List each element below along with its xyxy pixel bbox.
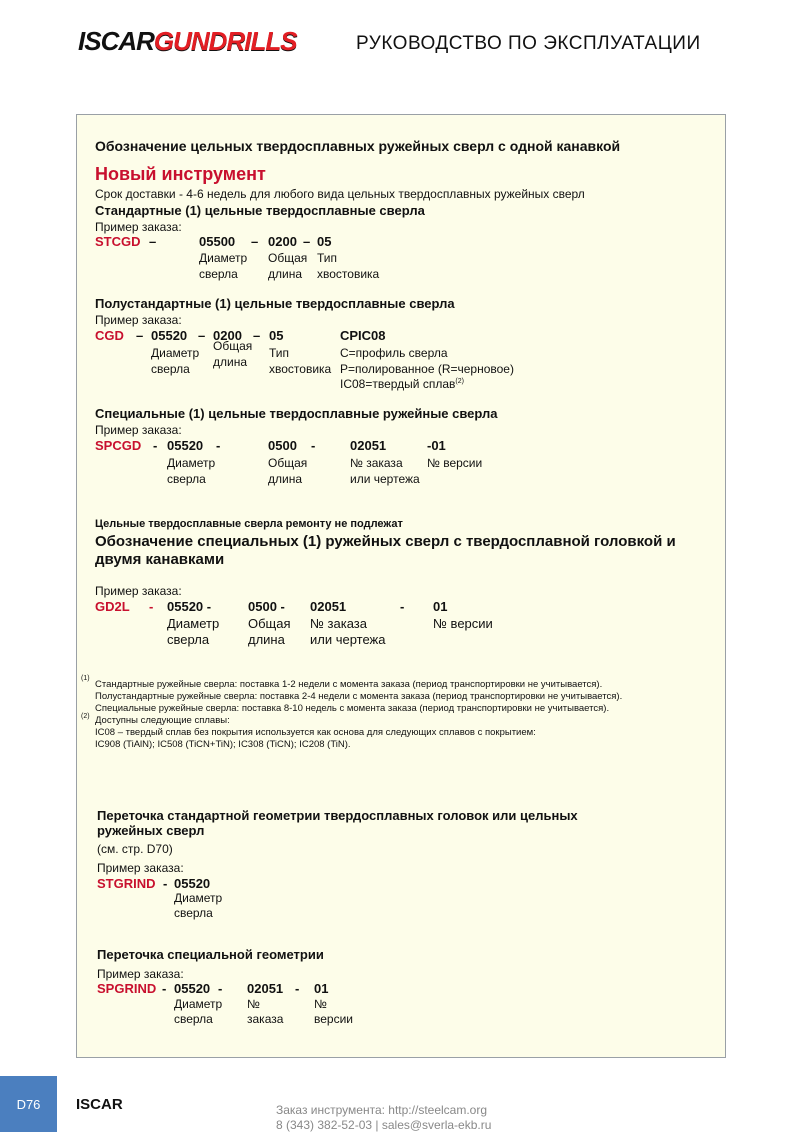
semi-value-shank: 05 <box>269 328 284 343</box>
two-flute-value-order: 02051 <box>310 599 347 614</box>
semi-dash: – <box>198 328 206 343</box>
regrind-sp-label: сверла <box>174 1012 213 1026</box>
regrind-std-title: Переточка стандартной геометрии твердосплавных головок или цельных <box>97 808 578 823</box>
semi-label: C=профиль сверла <box>340 346 448 360</box>
special-label: Общая <box>268 456 308 470</box>
regrind-sp-dash: - <box>295 981 300 996</box>
semi-label: длина <box>213 355 248 369</box>
order-example-label: Пример заказа: <box>95 584 182 598</box>
std-value-length: 0200 <box>268 234 297 249</box>
semi-value-length: 0200 <box>213 328 242 343</box>
regrind-sp-value-diameter: 05520 <box>174 981 211 996</box>
delivery-note: Срок доставки - 4-6 недель для любого вида цельных твердосплавных ружейных сверл <box>95 187 585 201</box>
footnote-text: IC08 – твердый сплав без покрытия используется как основа для следующих сплавов с покрытием: <box>95 727 536 738</box>
two-flute-label: № заказа <box>310 616 367 631</box>
order-example-label: Пример заказа: <box>97 967 184 981</box>
footer-brand: ISCAR <box>76 1096 123 1113</box>
two-flute-code: GD2L <box>95 599 130 614</box>
order-example-label: Пример заказа: <box>95 313 182 327</box>
semi-dash: – <box>136 328 144 343</box>
two-flute-label: Общая <box>248 616 291 631</box>
semi-label: Тип <box>269 346 290 360</box>
std-label: хвостовика <box>317 267 380 281</box>
std-label: Тип <box>317 251 338 265</box>
page-number-tab <box>0 1076 57 1132</box>
std-label: длина <box>268 267 303 281</box>
two-flute-label: или чертежа <box>310 632 386 647</box>
new-tool-label: Новый инструмент <box>95 164 266 184</box>
footnote-text: IC908 (TiAlN); IC508 (TiCN+TiN); IC308 (TiCN); IC208 (TiN). <box>95 739 351 750</box>
regrind-std-dash: - <box>163 876 168 891</box>
two-flute-dash: - <box>400 599 405 614</box>
regrind-std-label: сверла <box>174 906 213 920</box>
two-flute-value-version: 01 <box>433 599 448 614</box>
special-dash: - <box>311 438 316 453</box>
special-value-length: 0500 <box>268 438 297 453</box>
semi-label: Диаметр <box>151 346 200 360</box>
semi-section-title: Полустандартные (1) цельные твердосплавные сверла <box>95 296 455 311</box>
special-section-title: Специальные (1) цельные твердосплавные ружейные сверла <box>95 406 498 421</box>
regrind-sp-code: SPGRIND <box>97 981 157 996</box>
two-flute-dash: - <box>149 599 154 614</box>
regrind-sp-label: № <box>247 997 260 1011</box>
two-flute-label: № версии <box>433 616 493 631</box>
std-dash: – <box>251 234 259 249</box>
semi-value-diameter: 05520 <box>151 328 188 343</box>
std-dash: – <box>149 234 157 249</box>
special-value-diameter: 05520 <box>167 438 204 453</box>
std-code: STCGD <box>95 234 141 249</box>
special-dash: - <box>216 438 221 453</box>
semi-label: Общая <box>213 339 253 353</box>
logo-gundrills-text: GUNDRILLS <box>153 26 297 56</box>
special-label: Диаметр <box>167 456 216 470</box>
order-example-label: Пример заказа: <box>97 861 184 875</box>
std-value-diameter: 05500 <box>199 234 236 249</box>
two-flute-value-length: 0500 - <box>248 599 285 614</box>
semi-dash: – <box>253 328 261 343</box>
two-flute-label: Диаметр <box>167 616 220 631</box>
footer-contact-line: 8 (343) 382-52-03 | sales@sverla-ekb.ru <box>276 1118 492 1132</box>
no-repair-note: Цельные твердосплавные сверла ремонту не подлежат <box>95 518 403 530</box>
two-flute-value-diameter: 05520 - <box>167 599 212 614</box>
order-example-label: Пример заказа: <box>95 423 182 437</box>
special-code: SPCGD <box>95 438 142 453</box>
two-flute-label: длина <box>248 632 285 647</box>
regrind-std-code: STGRIND <box>97 876 156 891</box>
footnote-text: Доступны следующие сплавы: <box>95 715 230 726</box>
regrind-std-title: ружейных сверл <box>97 823 205 838</box>
regrind-sp-label: версии <box>314 1012 353 1026</box>
footnote-text: Стандартные ружейные сверла: поставка 1-2 недели с момента заказа (период транспортировки не учитывается). <box>95 679 603 690</box>
logo-iscar-text: ISCAR <box>78 26 154 56</box>
std-label: Общая <box>268 251 308 265</box>
order-example-label: Пример заказа: <box>95 220 182 234</box>
std-label: Диаметр <box>199 251 248 265</box>
regrind-std-label: Диаметр <box>174 891 223 905</box>
special-label: сверла <box>167 472 206 486</box>
two-flute-title: двумя канавками <box>95 551 225 568</box>
special-dash: - <box>153 438 158 453</box>
page-number: D76 <box>16 1096 41 1112</box>
content-panel <box>76 114 726 1058</box>
main-heading: Обозначение цельных твердосплавных ружейных сверл с одной канавкой <box>95 138 621 154</box>
special-label: длина <box>268 472 303 486</box>
special-label: № заказа <box>350 456 403 470</box>
semi-value-grade: CPIC08 <box>340 328 386 343</box>
footnote-text: Полустандартные ружейные сверла: поставка 2-4 недели с момента заказа (период транспортировки не учитывается). <box>95 691 623 702</box>
special-label: № версии <box>427 456 483 470</box>
regrind-sp-label: Диаметр <box>174 997 223 1011</box>
regrind-sp-value-order: 02051 <box>247 981 284 996</box>
special-value-order: 02051 <box>350 438 387 453</box>
regrind-sp-label: заказа <box>247 1012 284 1026</box>
regrind-sp-dash: - <box>162 981 167 996</box>
footnote-marker: (2) <box>81 713 90 720</box>
std-value-shank: 05 <box>317 234 332 249</box>
regrind-std-value-diameter: 05520 <box>174 876 211 891</box>
std-label: сверла <box>199 267 238 281</box>
std-dash: – <box>303 234 311 249</box>
special-value-version: -01 <box>427 438 446 453</box>
semi-grade-label: IC08=твердый сплав <box>340 377 456 391</box>
semi-label <box>340 377 464 391</box>
two-flute-label: сверла <box>167 632 210 647</box>
regrind-std-ref: (см. стр. D70) <box>97 842 173 856</box>
footnote-marker: (1) <box>81 675 90 682</box>
footer-order-line: Заказ инструмента: http://steelcam.org <box>276 1103 488 1117</box>
two-flute-title: Обозначение специальных (1) ружейных сверл с твердосплавной головкой и <box>95 533 676 550</box>
page-header-title: РУКОВОДСТВО ПО ЭКСПЛУАТАЦИИ <box>356 33 701 54</box>
regrind-sp-title: Переточка специальной геометрии <box>97 947 324 962</box>
semi-code: CGD <box>95 328 124 343</box>
semi-label: сверла <box>151 362 190 376</box>
regrind-sp-value-version: 01 <box>314 981 329 996</box>
brand-logo <box>78 26 297 57</box>
regrind-sp-dash: - <box>218 981 223 996</box>
regrind-sp-label: № <box>314 997 327 1011</box>
semi-label: хвостовика <box>269 362 332 376</box>
standard-section-title: Стандартные (1) цельные твердосплавные сверла <box>95 203 425 218</box>
special-label: или чертежа <box>350 472 420 486</box>
semi-label: P=полированное (R=черновое) <box>340 362 514 376</box>
footnote-text: Специальные ружейные сверла: поставка 8-10 недель с момента заказа (период транспортировки не учитывается). <box>95 703 610 714</box>
footnote-ref: (2) <box>455 378 464 385</box>
